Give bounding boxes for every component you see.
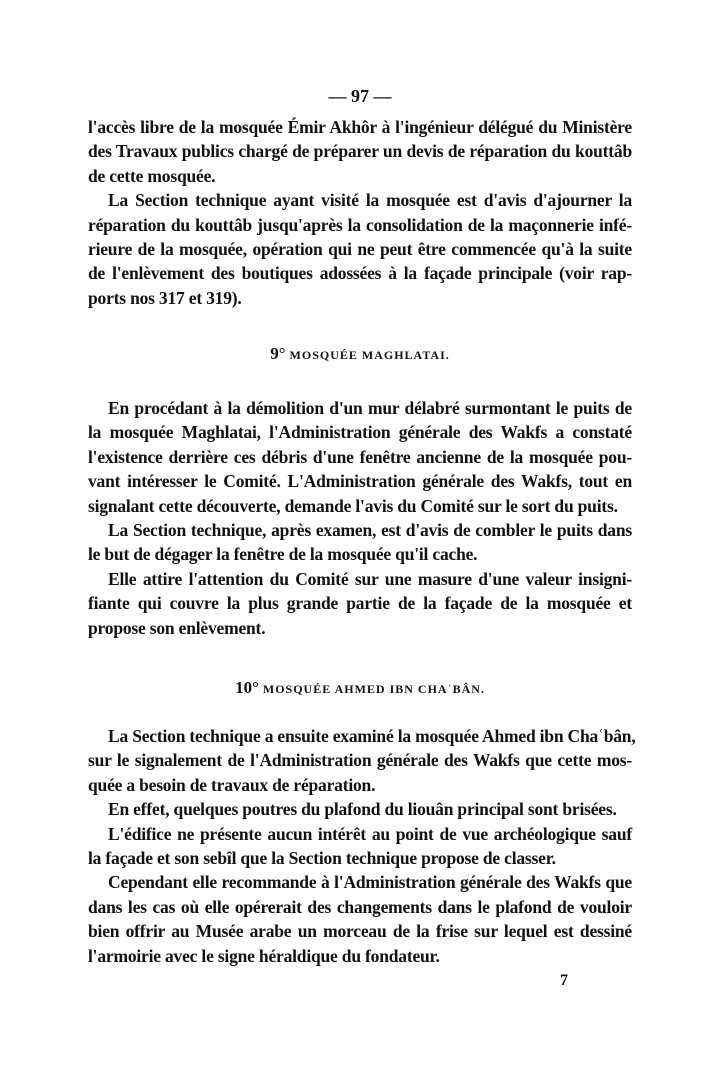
section-title: MOSQUÉE AHMED IBN CHAʿBÂN. bbox=[262, 682, 485, 696]
text-line: ports nos 317 et 319). bbox=[88, 287, 242, 308]
section-number: 9° bbox=[270, 344, 286, 363]
text-line: le but de dégager la fenêtre de la mosquée qu'il cache. bbox=[88, 544, 478, 565]
page-number: — 97 — bbox=[328, 86, 392, 106]
text-line: propose son enlèvement. bbox=[88, 617, 266, 638]
text-line: la mosquée Maghlatai, l'Administration générale des Wakfs a constaté bbox=[88, 422, 632, 443]
text-line: bien offrir au Musée arabe un morceau de la frise sur lequel est dessiné bbox=[88, 921, 632, 942]
text-line: signalant cette découverte, demande l'avis du Comité sur le sort du puits. bbox=[88, 495, 618, 516]
section-number: 10° bbox=[235, 678, 259, 697]
section-heading-9 bbox=[0, 344, 720, 364]
text-line: La Section technique, après examen, est d'avis de combler le puits dans bbox=[108, 519, 632, 540]
text-line: fiante qui couvre la plus grande partie de la façade de la mosquée et bbox=[88, 593, 632, 614]
text-line: de l'enlèvement des boutiques adossées à la façade principale (voir rap- bbox=[88, 263, 632, 284]
text-line: vant intéresser le Comité. L'Administration générale des Wakfs, tout en bbox=[88, 471, 632, 492]
text-line: En effet, quelques poutres du plafond du liouân principal sont brisées. bbox=[108, 799, 617, 820]
text-line: rieure de la mosquée, opération qui ne peut être commencée qu'à la suite bbox=[88, 238, 632, 259]
text-line: L'édifice ne présente aucun intérêt au point de vue archéologique sauf bbox=[108, 823, 632, 844]
text-line: La Section technique ayant visité la mosquée est d'avis d'ajourner la bbox=[108, 190, 632, 211]
text-line: La Section technique a ensuite examiné la mosquée Ahmed ibn Chaʿbân, bbox=[108, 726, 636, 746]
text-block-section-9 bbox=[88, 396, 632, 640]
text-line: l'armoirie avec le signe héraldique du fondateur. bbox=[88, 945, 440, 966]
text-line: l'accès libre de la mosquée Émir Akhôr à l'ingénieur délégué du Ministère bbox=[88, 117, 632, 137]
text-block-intro bbox=[88, 115, 632, 310]
text-line: En procédant à la démolition d'un mur délabré surmontant le puits de bbox=[108, 398, 632, 418]
text-line: des Travaux publics chargé de préparer un devis de réparation du kouttâb bbox=[88, 141, 632, 162]
section-heading-10 bbox=[0, 678, 720, 698]
text-line: l'existence derrière ces débris d'une fenêtre ancienne de la mosquée pou- bbox=[88, 446, 632, 467]
text-line: la façade et son sebîl que la Section technique propose de classer. bbox=[88, 847, 556, 868]
text-line: sur le signalement de l'Administration générale des Wakfs que cette mos- bbox=[88, 750, 632, 771]
section-title: MOSQUÉE MAGHLATAI. bbox=[289, 348, 450, 362]
text-line: quée a besoin de travaux de réparation. bbox=[88, 774, 376, 795]
text-line: Elle attire l'attention du Comité sur une masure d'une valeur insigni- bbox=[108, 568, 632, 589]
text-block-section-10 bbox=[88, 724, 636, 968]
signature-mark: 7 bbox=[560, 972, 568, 989]
text-line: de cette mosquée. bbox=[88, 165, 216, 186]
text-line: Cependant elle recommande à l'Administration générale des Wakfs que bbox=[108, 872, 632, 893]
text-line: dans les cas où elle opérerait des changements dans le plafond de vouloir bbox=[88, 896, 632, 917]
text-line: réparation du kouttâb jusqu'après la consolidation de la maçonnerie infé- bbox=[88, 214, 632, 235]
